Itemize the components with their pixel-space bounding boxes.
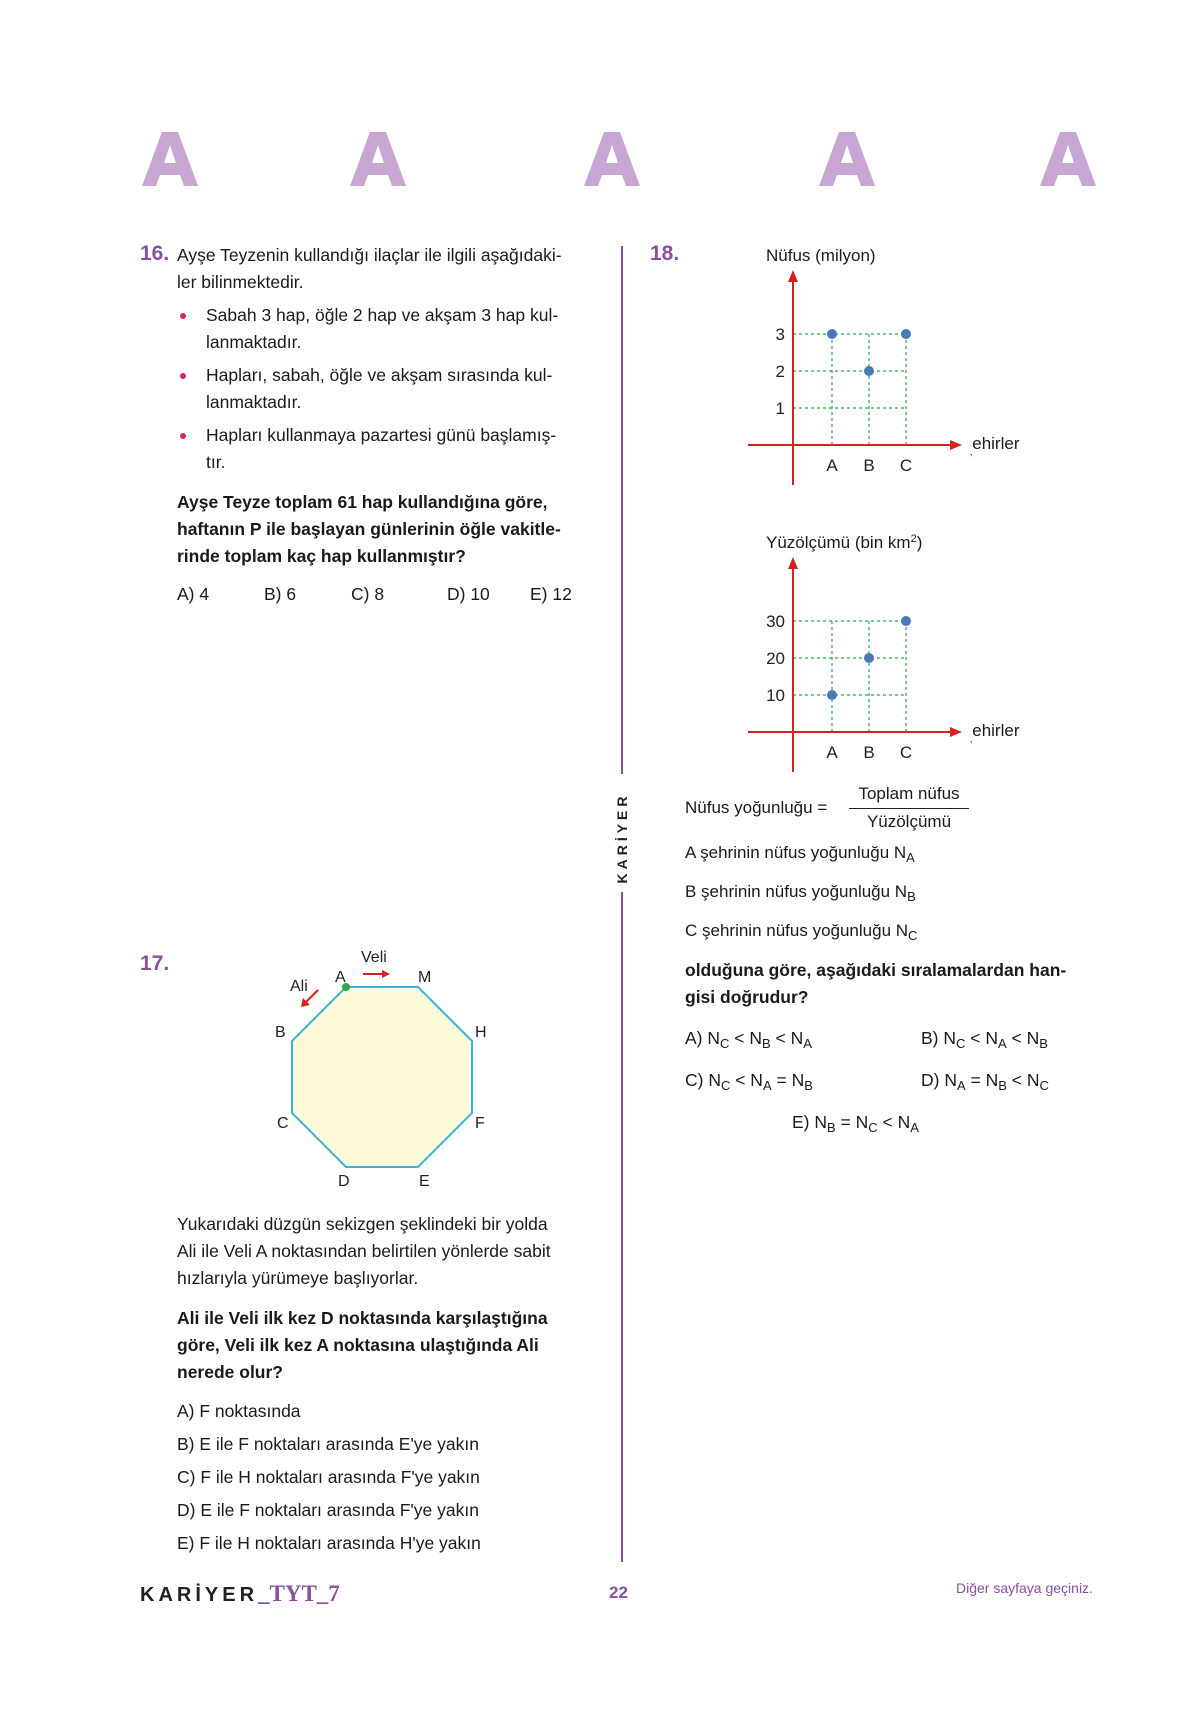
next-page-note: Diğer sayfaya geçiniz. bbox=[956, 1580, 1093, 1596]
column-divider bbox=[621, 892, 623, 1562]
x-label-text: ehirler bbox=[972, 434, 1020, 453]
y-axis-arrow bbox=[788, 270, 798, 282]
text-line: rinde toplam kaç hap kullanmıştır? bbox=[177, 546, 466, 566]
answer-option[interactable]: A) F noktasında bbox=[177, 1401, 301, 1421]
answer-option[interactable]: C) 8 bbox=[351, 584, 385, 604]
answer-option[interactable]: B) E ile F noktaları arasında E'ye yakın bbox=[177, 1434, 479, 1454]
question-number: 17. bbox=[140, 952, 170, 975]
op: < N bbox=[730, 1070, 763, 1090]
data-point bbox=[864, 653, 874, 663]
x-tick-label: B bbox=[863, 456, 875, 475]
bullet-dot bbox=[180, 373, 186, 379]
q16-bullet bbox=[206, 302, 601, 356]
chart-y-label bbox=[766, 533, 922, 553]
spine-logo bbox=[606, 790, 638, 886]
chart-x-label: $_‚$ehirler bbox=[970, 721, 1020, 745]
answer-option[interactable]: C) F ile H noktaları arasında F'ye yakın bbox=[177, 1467, 480, 1487]
text-line: Hapları kullanmaya pazartesi günü başlamış- bbox=[206, 425, 557, 445]
opt-prefix: A) bbox=[685, 1028, 708, 1048]
density-line bbox=[685, 921, 917, 943]
text-line: Yukarıdaki düzgün sekizgen şeklindeki bir yolda bbox=[177, 1214, 548, 1234]
q18-question bbox=[685, 957, 1105, 1011]
booklet-letter-a bbox=[817, 130, 877, 190]
y-label-end: ) bbox=[916, 533, 923, 552]
y-tick-label: 20 bbox=[766, 649, 785, 668]
subscript: C bbox=[1039, 1078, 1049, 1093]
x-tick-label: B bbox=[863, 743, 875, 762]
y-axis-arrow bbox=[788, 557, 798, 569]
op: < N bbox=[965, 1028, 998, 1048]
q16-bullet bbox=[206, 362, 601, 416]
answer-option[interactable] bbox=[685, 1070, 813, 1093]
chart-x-label: $_‚$ehirler bbox=[970, 434, 1020, 458]
line-text: B şehrinin nüfus yoğunluğu N bbox=[685, 882, 908, 901]
answer-option[interactable]: A) 4 bbox=[177, 584, 210, 604]
booklet-letter-a bbox=[140, 130, 200, 190]
subscript: C bbox=[720, 1036, 730, 1051]
text-line: gisi doğrudur? bbox=[685, 987, 809, 1007]
booklet-letter-a bbox=[1038, 130, 1098, 190]
booklet-letter-a bbox=[582, 130, 642, 190]
text-line: Ayşe Teyzenin kullandığı ilaçlar ile ilgili aşağıdaki- bbox=[177, 245, 562, 265]
y-tick-label: 2 bbox=[775, 362, 785, 381]
line-text: A şehrinin nüfus yoğunluğu N bbox=[685, 843, 907, 862]
op: < N bbox=[877, 1112, 911, 1132]
vertex-label: M bbox=[418, 969, 432, 986]
data-point bbox=[901, 329, 911, 339]
veli-label: Veli bbox=[361, 949, 387, 966]
x-axis-arrow bbox=[950, 727, 962, 737]
vertex-label: C bbox=[277, 1115, 289, 1132]
answer-option[interactable]: E) 12 bbox=[530, 584, 572, 604]
text-line: hızlarıyla yürümeye başlıyorlar. bbox=[177, 1268, 419, 1288]
vertex-label: B bbox=[275, 1024, 286, 1041]
text-line: Ali ile Veli A noktasından belirtilen yönlerde sabit bbox=[177, 1241, 551, 1261]
op: = N bbox=[835, 1112, 869, 1132]
booklet-letter-a bbox=[348, 130, 408, 190]
subscript: B bbox=[762, 1036, 771, 1051]
vertex-label: A bbox=[335, 969, 346, 986]
subscript: A bbox=[910, 1120, 919, 1135]
subscript: B bbox=[998, 1078, 1007, 1093]
answer-option[interactable]: B) 6 bbox=[264, 584, 297, 604]
text-line: Ayşe Teyze toplam 61 hap kullandığına göre, bbox=[177, 492, 548, 512]
opt-prefix: E) bbox=[792, 1112, 815, 1132]
question-number: 16. bbox=[140, 242, 170, 265]
bullet-dot bbox=[180, 313, 186, 319]
q17-question bbox=[177, 1305, 607, 1386]
line-subscript: A bbox=[906, 850, 915, 865]
subscript: B bbox=[804, 1078, 813, 1093]
subscript: B bbox=[827, 1120, 836, 1135]
answer-option[interactable] bbox=[921, 1070, 1049, 1093]
n-letter: N bbox=[707, 1028, 721, 1048]
y-tick-label: 10 bbox=[766, 686, 785, 705]
text-line: haftanın P ile başlayan günlerinin öğle vakitle- bbox=[177, 519, 561, 539]
text-line: tır. bbox=[206, 452, 226, 472]
x-tick-label: C bbox=[899, 743, 913, 762]
q16-bullet bbox=[206, 422, 601, 476]
fraction-bar bbox=[849, 808, 969, 809]
subscript: B bbox=[1039, 1036, 1048, 1051]
x-tick-label: A bbox=[826, 456, 838, 475]
line-subscript: B bbox=[907, 889, 916, 904]
text-line: nerede olur? bbox=[177, 1362, 283, 1382]
column-divider bbox=[621, 246, 623, 774]
line-text: C şehrinin nüfus yoğunluğu N bbox=[685, 921, 909, 940]
ali-label: Ali bbox=[290, 978, 308, 995]
text-line: lanmaktadır. bbox=[206, 332, 302, 352]
x-label-text: ehirler bbox=[972, 721, 1020, 740]
density-line bbox=[685, 843, 915, 865]
density-line bbox=[685, 882, 916, 904]
op: < N bbox=[729, 1028, 762, 1048]
n-letter: N bbox=[708, 1070, 721, 1090]
subscript: C bbox=[868, 1120, 878, 1135]
subscript: A bbox=[956, 1078, 966, 1093]
text-line: lanmaktadır. bbox=[206, 392, 302, 412]
text-line: göre, Veli ilk kez A noktasına ulaştığında Ali bbox=[177, 1335, 539, 1355]
op: < N bbox=[1006, 1028, 1040, 1048]
question-number: 18. bbox=[650, 242, 680, 265]
y-label-superscript: 2 bbox=[910, 533, 917, 545]
bullet-dot bbox=[180, 433, 186, 439]
answer-option[interactable]: D) 10 bbox=[447, 584, 490, 604]
op: = N bbox=[965, 1070, 999, 1090]
n-letter: N bbox=[943, 1028, 957, 1048]
x-tick-label: C bbox=[899, 456, 913, 475]
text-line: Ali ile Veli ilk kez D noktasında karşılaştığına bbox=[177, 1308, 548, 1328]
fraction-numerator: Toplam nüfus bbox=[858, 784, 960, 803]
y-label-text: Yüzölçümü (bin km bbox=[766, 533, 911, 552]
octagon-road bbox=[292, 987, 472, 1167]
data-point bbox=[827, 329, 837, 339]
op: < N bbox=[1006, 1070, 1040, 1090]
octagon-figure bbox=[260, 940, 520, 1200]
text-line: Sabah 3 hap, öğle 2 hap ve akşam 3 hap kul- bbox=[206, 305, 559, 325]
y-tick-label: 1 bbox=[775, 399, 785, 418]
spine-text: KARİYER bbox=[614, 792, 630, 884]
answer-option[interactable]: E) F ile H noktaları arasında H'ye yakın bbox=[177, 1533, 481, 1553]
subscript: A bbox=[803, 1036, 812, 1051]
subscript: C bbox=[956, 1036, 966, 1051]
op: < N bbox=[770, 1028, 804, 1048]
chart-y-label: Nüfus (milyon) bbox=[766, 246, 876, 265]
answer-option[interactable] bbox=[921, 1028, 1048, 1051]
opt-prefix: C) bbox=[685, 1070, 709, 1090]
density-label: Nüfus yoğunluğu = bbox=[685, 798, 828, 817]
opt-prefix: D) bbox=[921, 1070, 945, 1090]
vertex-label: F bbox=[475, 1115, 485, 1132]
opt-prefix: B) bbox=[921, 1028, 944, 1048]
text-line: ler bilinmektedir. bbox=[177, 272, 304, 292]
fraction-denominator: Yüzölçümü bbox=[866, 812, 952, 831]
veli-arrow-head bbox=[382, 970, 390, 978]
data-point bbox=[864, 366, 874, 376]
vertex-label: D bbox=[338, 1173, 350, 1190]
text-line: Hapları, sabah, öğle ve akşam sırasında kul- bbox=[206, 365, 553, 385]
q16-question bbox=[177, 489, 607, 570]
data-point bbox=[901, 616, 911, 626]
x-axis-arrow bbox=[950, 440, 962, 450]
vertex-label: H bbox=[475, 1024, 487, 1041]
answer-option[interactable] bbox=[685, 1028, 812, 1051]
answer-option[interactable] bbox=[792, 1112, 919, 1135]
x-tick-label: A bbox=[826, 743, 838, 762]
q16-intro bbox=[177, 242, 597, 296]
page-number: 22 bbox=[609, 1583, 628, 1602]
brand-text: KARİYER bbox=[140, 1584, 259, 1606]
y-tick-label: 3 bbox=[775, 325, 785, 344]
data-point bbox=[827, 690, 837, 700]
subscript: C bbox=[720, 1078, 731, 1093]
n-letter: N bbox=[944, 1070, 957, 1090]
subscript: A bbox=[998, 1036, 1007, 1051]
vertex-label: E bbox=[419, 1173, 430, 1190]
subscript: A bbox=[762, 1078, 772, 1093]
answer-option[interactable]: D) E ile F noktaları arasında F'ye yakın bbox=[177, 1500, 479, 1520]
y-tick-label: 30 bbox=[766, 612, 785, 631]
footer-brand bbox=[140, 1581, 340, 1607]
text-line: olduğuna göre, aşağıdaki sıralamalardan han- bbox=[685, 960, 1067, 980]
series-text: _TYT_7 bbox=[258, 1581, 340, 1606]
n-letter: N bbox=[814, 1112, 828, 1132]
line-subscript: C bbox=[908, 928, 918, 943]
op: = N bbox=[771, 1070, 805, 1090]
q17-text bbox=[177, 1211, 607, 1292]
